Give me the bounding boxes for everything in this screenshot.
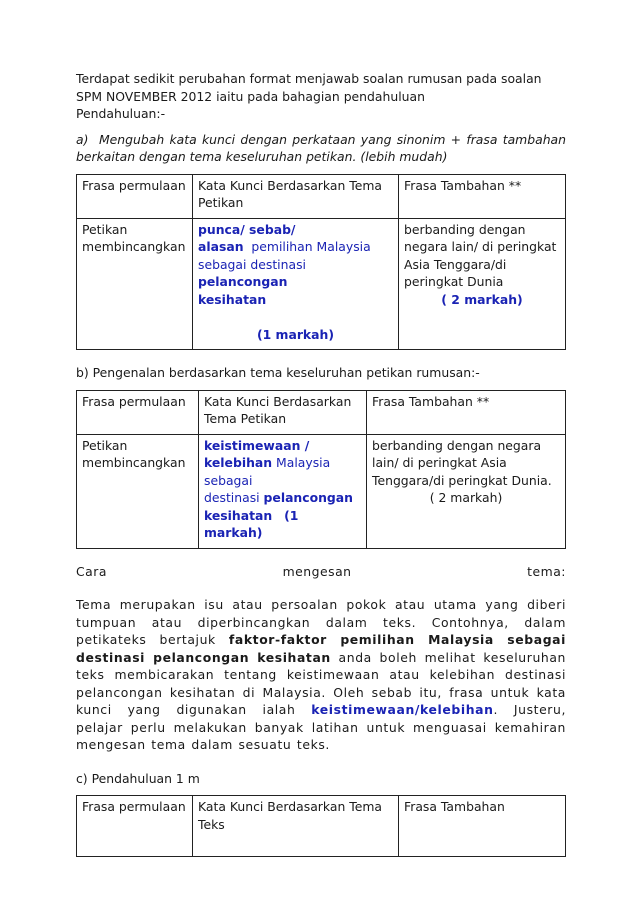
cara-mengesan-tema-heading xyxy=(76,563,566,581)
keyword: alasan xyxy=(198,239,244,254)
section-a-label: a) xyxy=(76,131,89,147)
table-a-header-row xyxy=(77,174,566,218)
table-b-header-cell: Frasa permulaan xyxy=(77,390,199,434)
keyword-text: Malaysia xyxy=(276,455,331,470)
cara-word: tema: xyxy=(527,563,566,579)
cell-line: membincangkan xyxy=(82,455,186,470)
table-b-cell-kata-kunci xyxy=(199,434,367,548)
tema-text: Tema merupakan isu atau persoalan pokok atau utama yang diberi tumpuan atau diperbincangkan dalam teks. Contohnya, dalam petikateks bertajuk xyxy=(76,597,566,647)
table-b-row xyxy=(77,434,566,548)
table-c-header-cell: Frasa Tambahan xyxy=(399,796,566,857)
section-a-text xyxy=(76,131,566,166)
marks-label: (1 markah) xyxy=(204,507,299,540)
table-a-header-cell: Frasa permulaan xyxy=(77,174,193,218)
intro-paragraph xyxy=(76,70,566,123)
keyword-text: destinasi xyxy=(204,490,260,505)
table-a-header-cell: Kata Kunci Berdasarkan Tema Petikan xyxy=(193,174,399,218)
marks-label: ( 2 markah) xyxy=(429,490,503,505)
document-page xyxy=(76,70,566,857)
keyword: kesihatan xyxy=(198,291,267,307)
table-a-cell-kata-kunci xyxy=(193,218,399,350)
table-b xyxy=(76,390,566,549)
table-b-header-row xyxy=(77,390,566,434)
table-b-header-cell: Kata Kunci Berdasarkan Tema Petikan xyxy=(199,390,367,434)
tema-paragraph xyxy=(76,596,566,754)
cell-line: peringkat Dunia xyxy=(404,274,504,289)
cell-line: Asia Tenggara/di xyxy=(404,256,507,272)
tema-text: anda boleh melihat keseluruhan teks membicarakan tentang keistimewaan atau kelebihan destinasi pelancongan kesihatan di Malaysia. Oleh sebab itu, frasa untuk kata kunci yang digunakan ialah xyxy=(76,649,566,717)
table-c xyxy=(76,795,566,857)
table-c-header-row xyxy=(77,796,566,857)
section-a-description: Mengubah kata kunci dengan perkataan yang sinonim + frasa tambahan berkaitan dengan tema keseluruhan petikan. (lebih mudah) xyxy=(76,131,566,164)
keyword: kesihatan xyxy=(204,507,273,523)
keyword-text: sebagai destinasi xyxy=(198,256,306,272)
table-b-cell-frasa xyxy=(77,434,199,548)
keyword: pelancongan xyxy=(263,490,353,505)
section-b-title: b) Pengenalan berdasarkan tema keseluruhan petikan rumusan:- xyxy=(76,365,480,380)
marks-label: (1 markah) xyxy=(256,326,335,342)
table-a-header-cell: Frasa Tambahan ** xyxy=(399,174,566,218)
section-c-title: c) Pendahuluan 1 m xyxy=(76,770,200,786)
cell-line: membincangkan xyxy=(82,239,186,254)
cell-text: berbanding dengan negara lain/ di peringkat Asia Tenggara/di peringkat Dunia. xyxy=(372,437,552,488)
cara-word: mengesan xyxy=(282,563,352,579)
table-b-cell-frasa-tambahan xyxy=(367,434,566,548)
tema-text: . Justeru, pelajar perlu melakukan banyak latihan untuk menguasai kemahiran mengesan tema dalam sesuatu teks. xyxy=(76,702,566,752)
cell-line: negara lain/ di peringkat xyxy=(404,239,557,254)
keyword: pelancongan xyxy=(198,274,288,289)
keyword-text: pemilihan Malaysia xyxy=(251,239,371,254)
table-c-header-cell: Frasa permulaan xyxy=(77,796,193,857)
table-a-row xyxy=(77,218,566,350)
intro-line: Terdapat sedikit perubahan format menjawab soalan rumusan pada soalan SPM NOVEMBER 2012 iaitu pada bahagian pendahuluan xyxy=(76,71,542,104)
table-a xyxy=(76,174,566,351)
keyword: kelebihan xyxy=(204,455,273,470)
marks-label: ( 2 markah) xyxy=(441,291,523,307)
cara-word: Cara xyxy=(76,563,107,579)
keyword: keistimewaan / xyxy=(204,437,310,453)
table-a-cell-frasa xyxy=(77,218,193,350)
tema-keyword: keistimewaan/kelebihan xyxy=(311,702,494,717)
intro-heading: Pendahuluan:- xyxy=(76,106,166,121)
table-b-header-cell: Frasa Tambahan ** xyxy=(367,390,566,434)
keyword-text: sebagai xyxy=(204,472,253,488)
table-c-header-cell: Kata Kunci Berdasarkan Tema Teks xyxy=(193,796,399,857)
cell-line: Petikan xyxy=(82,437,128,453)
cell-line: berbanding dengan xyxy=(404,221,526,237)
cell-line: Petikan xyxy=(82,221,128,237)
keyword: punca/ sebab/ xyxy=(198,221,296,237)
tema-example-title: faktor-faktor pemilihan Malaysia sebagai destinasi pelancongan kesihatan xyxy=(76,632,566,665)
table-a-cell-frasa-tambahan xyxy=(399,218,566,350)
